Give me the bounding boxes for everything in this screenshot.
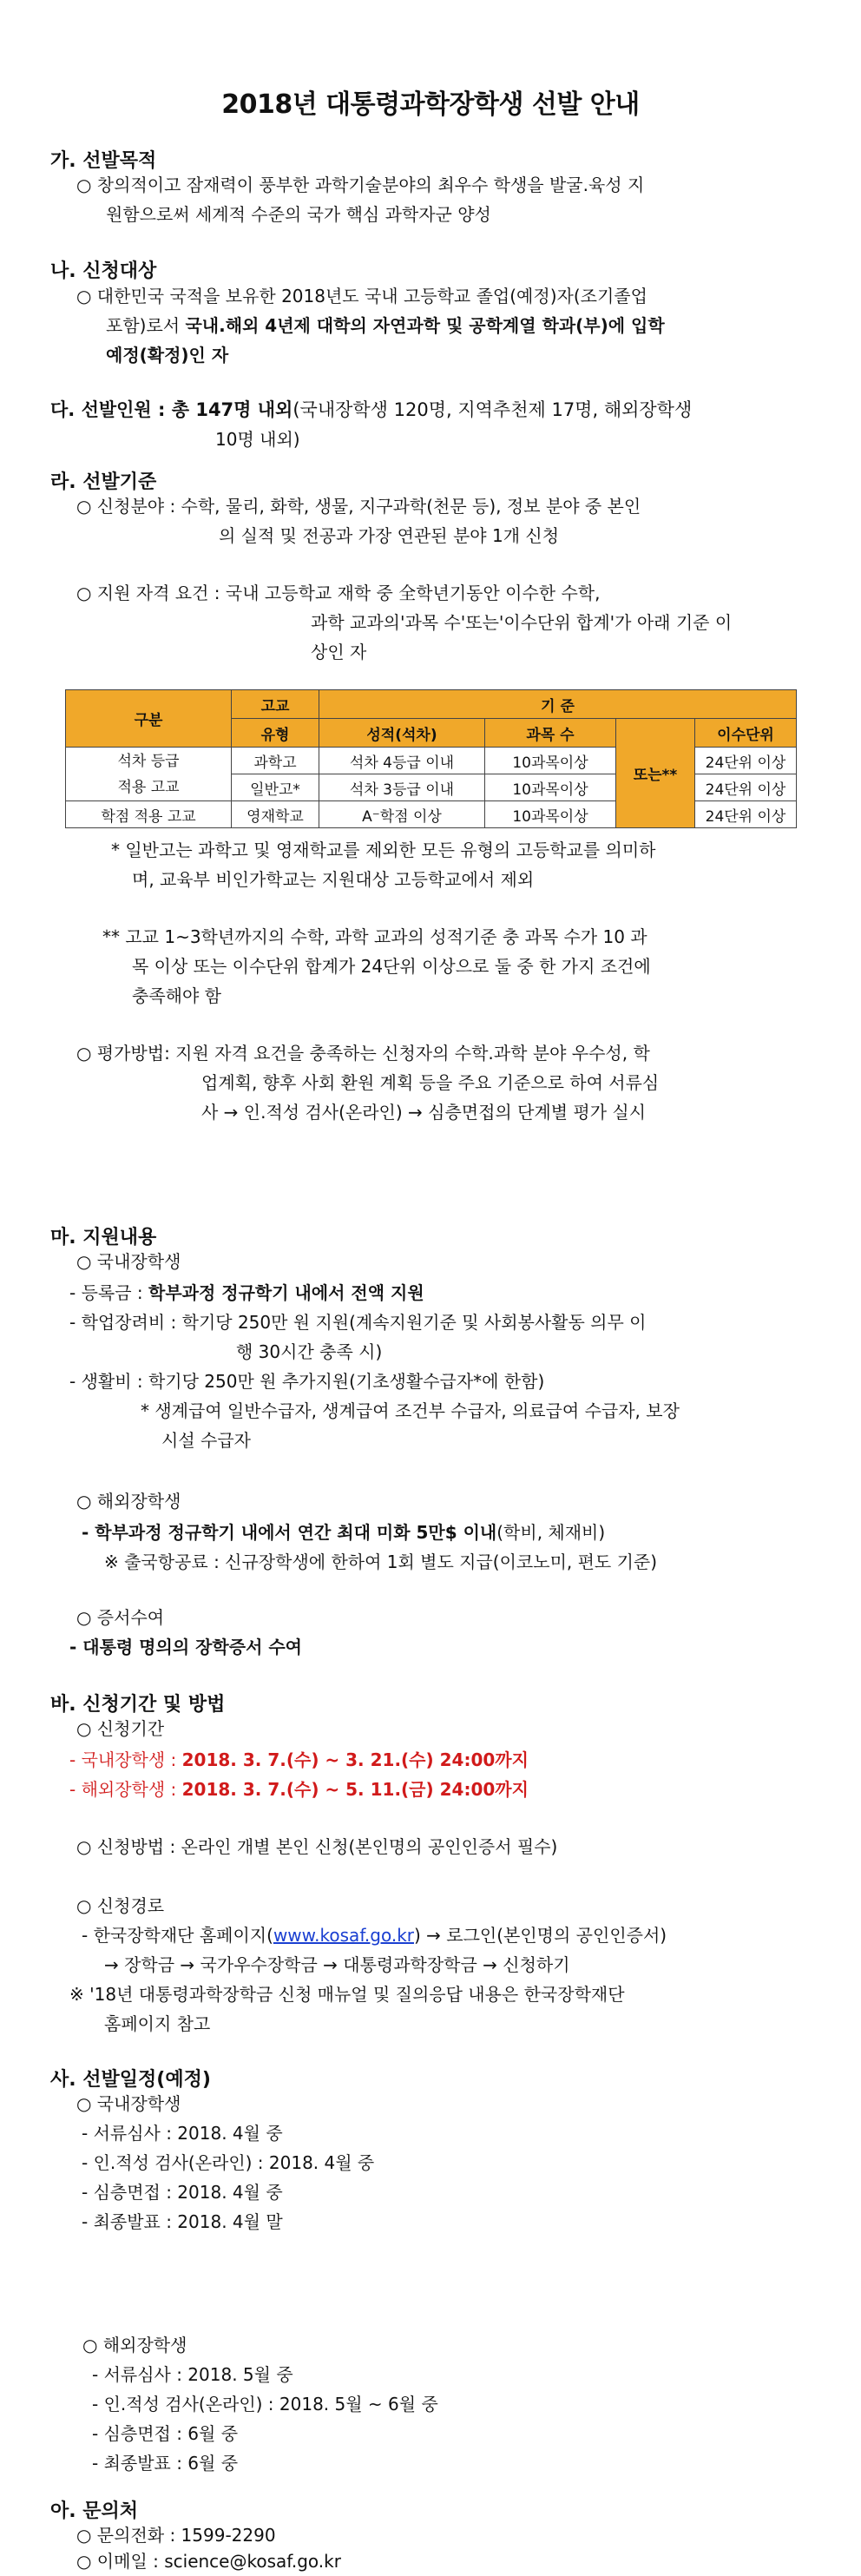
schedule-abroad-4: - 최종발표 : 6월 중	[92, 2453, 239, 2474]
application-route-line-1: - 한국장학재단 홈페이지(www.kosaf.go.kr) → 로그인(본인명의 공인인증서)	[82, 1925, 667, 1946]
cell-units: 24단위 이상	[695, 801, 797, 828]
qualification-line-2: 과학 교과의'과목 수'또는'이수단위 합계'가 아래 기준 이	[311, 612, 733, 633]
eligibility-line-1: ○ 대한민국 국적을 보유한 2018년도 국내 고등학교 졸업(예정)자(조기졸업	[76, 286, 647, 306]
cell-grade: A⁻학점 이상	[319, 801, 485, 828]
application-route-note-1: ※ '18년 대통령과학장학금 신청 매뉴얼 및 질의응답 내용은 한국장학재단	[69, 1984, 625, 2005]
cell-school: 과학고	[232, 748, 319, 774]
row-group-credit: 학점 적용 고교	[66, 801, 232, 828]
field-line-1: ○ 신청분야 : 수학, 물리, 화학, 생물, 지구과학(천문 등), 정보 분야 중 본인	[76, 496, 641, 517]
eval-line-2: 업계획, 향후 사회 환원 계획 등을 주요 기준으로 하여 서류심	[201, 1072, 660, 1093]
cell-grade: 석차 3등급 이내	[319, 774, 485, 801]
note-2-line-3: 충족해야 함	[132, 985, 221, 1006]
application-period-domestic: - 국내장학생 : 2018. 3. 7.(수) ~ 3. 21.(수) 24:00까지	[69, 1749, 529, 1770]
support-domestic: ○ 국내장학생	[76, 1251, 181, 1272]
quota-line-2: 10명 내외)	[215, 429, 300, 450]
col-header-units: 이수단위	[695, 719, 797, 748]
schedule-domestic-3: - 심층면접 : 2018. 4월 중	[82, 2182, 283, 2203]
qualification-line-1: ○ 지원 자격 요건 : 국내 고등학교 재학 중 全학년기동안 이수한 수학,	[76, 583, 601, 603]
application-route-note-2: 홈페이지 참고	[104, 2013, 211, 2034]
cell-count: 10과목이상	[485, 801, 616, 828]
contact-email[interactable]: ○ 이메일 : science@kosaf.go.kr	[76, 2551, 341, 2572]
support-certificate-line: - 대통령 명의의 장학증서 수여	[69, 1637, 302, 1657]
col-or: 또는**	[616, 719, 695, 828]
cell-count: 10과목이상	[485, 774, 616, 801]
col-header-school-2: 유형	[232, 719, 319, 748]
contact-phone: ○ 문의전화 : 1599-2290	[76, 2525, 276, 2546]
section-heading-support: 마. 지원내용	[50, 1227, 157, 1248]
schedule-abroad-3: - 심층면접 : 6월 중	[92, 2423, 239, 2444]
section-heading-purpose: 가. 선발목적	[50, 150, 157, 172]
support-abroad-line-2: ※ 출국항공료 : 신규장학생에 한하여 1회 별도 지급(이코노미, 편도 기준)	[104, 1552, 658, 1572]
field-line-2: 의 실적 및 전공과 가장 연관된 분야 1개 신청	[219, 525, 560, 546]
col-header-grade: 성적(석차)	[319, 719, 485, 748]
section-heading-criteria: 라. 선발기준	[50, 471, 157, 493]
eval-line-3: 사 → 인.적성 검사(온라인) → 심층면접의 단계별 평가 실시	[201, 1102, 647, 1123]
note-2-line-2: 목 이상 또는 이수단위 합계가 24단위 이상으로 둘 중 한 가지 조건에	[132, 956, 651, 977]
support-study-2: 행 30시간 충족 시)	[236, 1341, 383, 1362]
eligibility-line-2: 포함)로서 국내.해외 4년제 대학의 자연과학 및 공학계열 학과(부)에 입학	[106, 315, 665, 336]
schedule-domestic: ○ 국내장학생	[76, 2093, 181, 2114]
page-title: 2018년 대통령과학장학생 선발 안내	[221, 89, 640, 120]
schedule-domestic-2: - 인.적성 검사(온라인) : 2018. 4월 중	[82, 2152, 375, 2173]
cell-grade: 석차 4등급 이내	[319, 748, 485, 774]
schedule-domestic-4: - 최종발표 : 2018. 4월 말	[82, 2211, 283, 2232]
section-heading-application: 바. 신청기간 및 방법	[50, 1694, 226, 1716]
cell-units: 24단위 이상	[695, 748, 797, 774]
section-heading-contact: 아. 문의처	[50, 2500, 139, 2522]
cell-school: 일반고*	[232, 774, 319, 801]
cell-school: 영재학교	[232, 801, 319, 828]
col-header-gubun: 구분	[66, 690, 232, 748]
support-abroad-line-1: - 학부과정 정규학기 내에서 연간 최대 미화 5만$ 이내(학비, 체재비)	[82, 1522, 606, 1543]
note-2-line-1: ** 고교 1~3학년까지의 수학, 과학 교과의 성적기준 충 과목 수가 10 과	[102, 926, 647, 947]
section-heading-quota: 다. 선발인원 : 총 147명 내외(국내장학생 120명, 지역추천제 17명, 해외장학생	[50, 399, 693, 420]
criteria-table	[65, 689, 797, 828]
cell-count: 10과목이상	[485, 748, 616, 774]
support-abroad: ○ 해외장학생	[76, 1491, 181, 1512]
schedule-abroad-1: - 서류심사 : 2018. 5월 중	[92, 2364, 293, 2385]
application-route: ○ 신청경로	[76, 1895, 165, 1916]
qualification-line-3: 상인 자	[311, 642, 367, 662]
section-heading-schedule: 사. 선발일정(예정)	[50, 2069, 211, 2091]
schedule-domestic-1: - 서류심사 : 2018. 4월 중	[82, 2123, 283, 2144]
section-heading-eligibility: 나. 신청대상	[50, 260, 157, 282]
support-certificate: ○ 증서수여	[76, 1607, 165, 1628]
eligibility-line-3: 예정(확정)인 자	[106, 345, 229, 366]
kosaf-link[interactable]: www.kosaf.go.kr	[273, 1925, 414, 1946]
note-1-line-1: * 일반고는 과학고 및 영재학교를 제외한 모든 유형의 고등학교를 의미하	[111, 840, 656, 860]
support-tuition: - 등록금 : 학부과정 정규학기 내에서 전액 지원	[69, 1282, 424, 1303]
col-header-criteria: 기 준	[319, 690, 797, 719]
support-living: - 생활비 : 학기당 250만 원 추가지원(기초생활수급자*에 한함)	[69, 1371, 545, 1392]
row-group-rank: 석차 등급 적용 고교	[66, 748, 232, 801]
cell-units: 24단위 이상	[695, 774, 797, 801]
col-header-school-1: 고교	[232, 690, 319, 719]
application-period: ○ 신청기간	[76, 1718, 165, 1739]
support-living-note-1: * 생계급여 일반수급자, 생계급여 조건부 수급자, 의료급여 수급자, 보장	[141, 1400, 680, 1421]
schedule-abroad: ○ 해외장학생	[82, 2335, 187, 2355]
application-route-line-2: → 장학금 → 국가우수장학금 → 대통령과학장학금 → 신청하기	[104, 1954, 570, 1975]
application-method: ○ 신청방법 : 온라인 개별 본인 신청(본인명의 공인인증서 필수)	[76, 1836, 558, 1857]
application-period-abroad: - 해외장학생 : 2018. 3. 7.(수) ~ 5. 11.(금) 24:00까지	[69, 1779, 529, 1800]
col-header-count: 과목 수	[485, 719, 616, 748]
purpose-line-1: ○ 창의적이고 잠재력이 풍부한 과학기술분야의 최우수 학생을 발굴.육성 지	[76, 175, 645, 195]
note-1-line-2: 며, 교육부 비인가학교는 지원대상 고등학교에서 제외	[132, 869, 535, 890]
support-living-note-2: 시설 수급자	[161, 1430, 251, 1451]
purpose-line-2: 원함으로써 세계적 수준의 국가 핵심 과학자군 양성	[106, 204, 491, 225]
eval-line-1: ○ 평가방법: 지원 자격 요건을 충족하는 신청자의 수학.과학 분야 우수성, 학	[76, 1043, 650, 1064]
schedule-abroad-2: - 인.적성 검사(온라인) : 2018. 5월 ~ 6월 중	[92, 2394, 438, 2415]
support-study-1: - 학업장려비 : 학기당 250만 원 지원(계속지원기준 및 사회봉사활동 의무 이	[69, 1312, 647, 1333]
